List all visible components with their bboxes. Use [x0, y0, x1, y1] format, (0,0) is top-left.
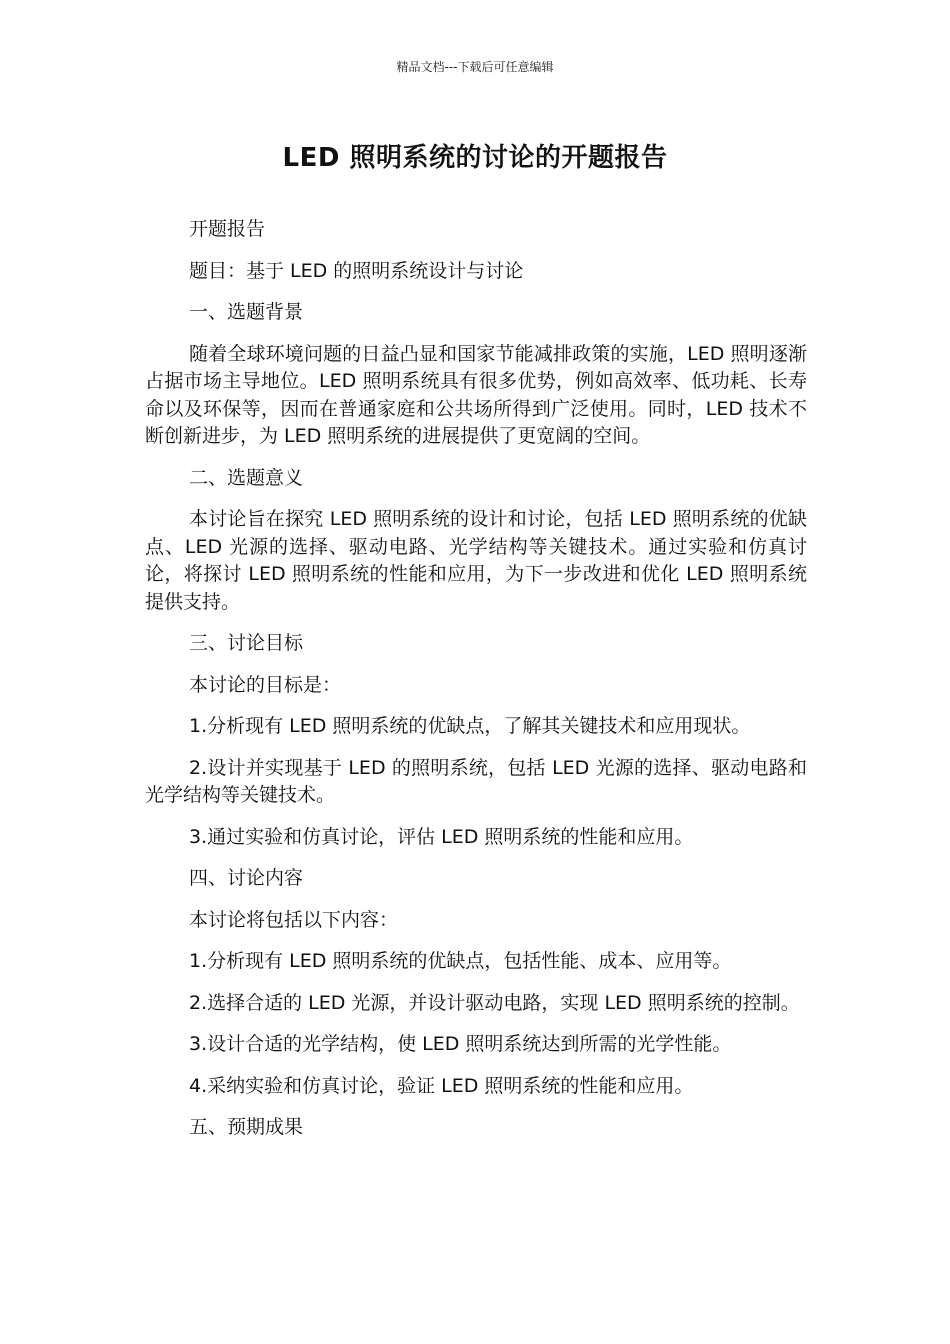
section-heading-objectives: 三、讨论目标 [189, 632, 304, 654]
section-heading-expected-results: 五、预期成果 [189, 1116, 304, 1138]
list-item-content-2: 2.选择合适的 LED 光源，并设计驱动电路，实现 LED 照明系统的控制。 [189, 991, 800, 1014]
paragraph-content-intro: 本讨论将包括以下内容： [189, 908, 399, 931]
document-title: LED 照明系统的讨论的开题报告 [282, 143, 668, 173]
section-heading-background: 一、选题背景 [189, 301, 304, 323]
paragraph-objectives-intro: 本讨论的目标是： [189, 673, 342, 696]
paragraph-background: 随着全球环境问题的日益凸显和国家节能减排政策的实施，LED 照明逐渐占据市场主导地位。LED 照明系统具有很多优势，例如高效率、低功耗、长寿命以及环保等，因而在普通家庭和公共场所得到广泛使用。同时，LED 技术不断创新进步，为 LED 照明系统的进展提供了更宽阔的空间。 [145, 342, 807, 447]
document-body [145, 216, 807, 1156]
paragraph-significance: 本讨论旨在探究 LED 照明系统的设计和讨论，包括 LED 照明系统的优缺点、LED 光源的选择、驱动电路、光学结构等关键技术。通过实验和仿真讨论，将探讨 LED 照明系统的性能和应用，为下一步改进和优化 LED 照明系统提供支持。 [145, 508, 807, 613]
list-item-content-1: 1.分析现有 LED 照明系统的优缺点，包括性能、成本、应用等。 [189, 950, 732, 972]
header-note: 精品文档---下载后可任意编辑 [396, 60, 554, 74]
list-item-objective-2: 2.设计并实现基于 LED 的照明系统，包括 LED 光源的选择、驱动电路和光学结构等关键技术。 [145, 756, 807, 806]
paragraph-report-label: 开题报告 [189, 218, 266, 240]
list-item-content-3: 3.设计合适的光学结构，使 LED 照明系统达到所需的光学性能。 [189, 1033, 732, 1055]
list-item-objective-3: 3.通过实验和仿真讨论，评估 LED 照明系统的性能和应用。 [189, 825, 694, 848]
list-item-content-4: 4.采纳实验和仿真讨论，验证 LED 照明系统的性能和应用。 [189, 1074, 694, 1097]
section-heading-significance: 二、选题意义 [189, 466, 304, 489]
section-heading-content: 四、讨论内容 [189, 867, 304, 889]
list-item-objective-1: 1.分析现有 LED 照明系统的优缺点，了解其关键技术和应用现状。 [189, 715, 751, 737]
paragraph-topic: 题目：基于 LED 的照明系统设计与讨论 [189, 259, 524, 282]
